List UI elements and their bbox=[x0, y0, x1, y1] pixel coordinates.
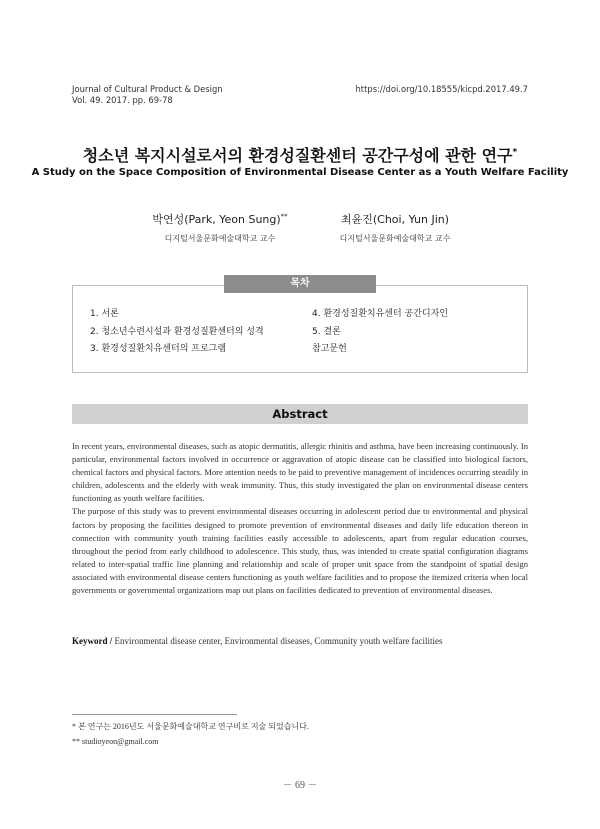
title-korean-text: 청소년 복지시설로서의 환경성질환센터 공간구성에 관한 연구 bbox=[82, 146, 513, 165]
author-1-affiliation: 디지털서울문화예술대학교 교수 bbox=[164, 234, 276, 243]
doi-link[interactable]: https://doi.org/10.18555/kicpd.2017.49.7 bbox=[355, 84, 528, 94]
author-2-name bbox=[290, 211, 500, 227]
journal-info bbox=[72, 84, 223, 106]
toc-item: 4. 환경성질환치유센터 공간디자인 bbox=[312, 309, 449, 319]
footnote-divider bbox=[72, 714, 237, 715]
abstract-paragraph: In recent years, environmental diseases, such as atopic dermatitis, allergic rhinitis and asthma, have been increasing continuously. In particular, environmental factors involved in occurrence or aggravation of atopic disease can be classified into biological factors, chemical factors and physical factors. More attention needs to be paid to preventive management of incidences occurring steadily in children, adolescents and the elderly with weak immunity. Thus, this study investigated the plan on environmental disease centers functioning as youth welfare facilities. bbox=[72, 441, 528, 504]
author-2-name-text: 최윤진(Choi, Yun Jin) bbox=[340, 213, 450, 226]
toc-item: 5. 결론 bbox=[312, 326, 341, 337]
abstract-heading: Abstract bbox=[72, 404, 528, 424]
title-footnote-mark: * bbox=[512, 147, 518, 158]
abstract-paragraph: The purpose of this study was to prevent environmental diseases occurring in adolescent period due to environmental and physical factors by proposing the facilities designed to promote prevention of environmental diseases and daily life education thereon in connection with community youth training facilities easily accessible to adolescents, apart from regular education courses, throughout the period from early childhood to adolescence. This study, thus, was intended to create spatial configuration diagrams related to inter-spatial traffic line planning and relationship and scale of proper unit space from the standpoint of spatial design associated with environmental disease centers functioning as youth welfare facilities and to propose the itemized criteria when local governments or governmental organizations map out plans on facilities dedicated to prevention of environmental diseases. bbox=[72, 506, 528, 596]
author-2 bbox=[290, 211, 500, 244]
author-1-mark: ** bbox=[280, 212, 288, 221]
keyword-label: Keyword / bbox=[72, 636, 113, 646]
toc-item: 3. 환경성질환치유센터의 프로그램 bbox=[90, 344, 227, 354]
footnote-2 bbox=[72, 737, 158, 746]
title-english: A Study on the Space Composition of Environmental Disease Center as a Youth Welfare Facility bbox=[31, 167, 569, 178]
toc-heading: 목차 bbox=[224, 275, 376, 293]
toc-right-column bbox=[312, 306, 448, 359]
footnote-1 bbox=[72, 721, 309, 732]
title-korean bbox=[0, 143, 600, 166]
footnote-1-mark: * bbox=[72, 722, 76, 731]
author-1-name-text: 박연성(Park, Yeon Sung) bbox=[152, 213, 281, 226]
keyword-text: Environmental disease center, Environmental diseases, Community youth welfare facilities bbox=[114, 636, 443, 646]
page-number: － 69 － bbox=[282, 780, 318, 791]
footnote-1-text: 본 연구는 2016년도 서울문화예술대학교 연구비로 지술 되었습니다. bbox=[78, 722, 309, 731]
author-2-affiliation: 디지털서울문화예술대학교 교수 bbox=[339, 234, 451, 243]
toc-item: 2. 청소년수련시설과 환경성질환센터의 성격 bbox=[90, 326, 264, 337]
toc-left-column bbox=[90, 306, 264, 359]
journal-name: Journal of Cultural Product & Design bbox=[72, 84, 223, 94]
journal-volume: Vol. 49. 2017. pp. 69-78 bbox=[72, 95, 173, 105]
toc-item: 1. 서론 bbox=[90, 309, 119, 319]
keywords bbox=[72, 636, 528, 646]
toc-item: 참고문헌 bbox=[312, 344, 347, 354]
author-email[interactable]: studioyeon@gmail.com bbox=[82, 737, 159, 746]
footnote-2-mark: ** bbox=[72, 737, 80, 746]
abstract-body bbox=[72, 440, 528, 597]
